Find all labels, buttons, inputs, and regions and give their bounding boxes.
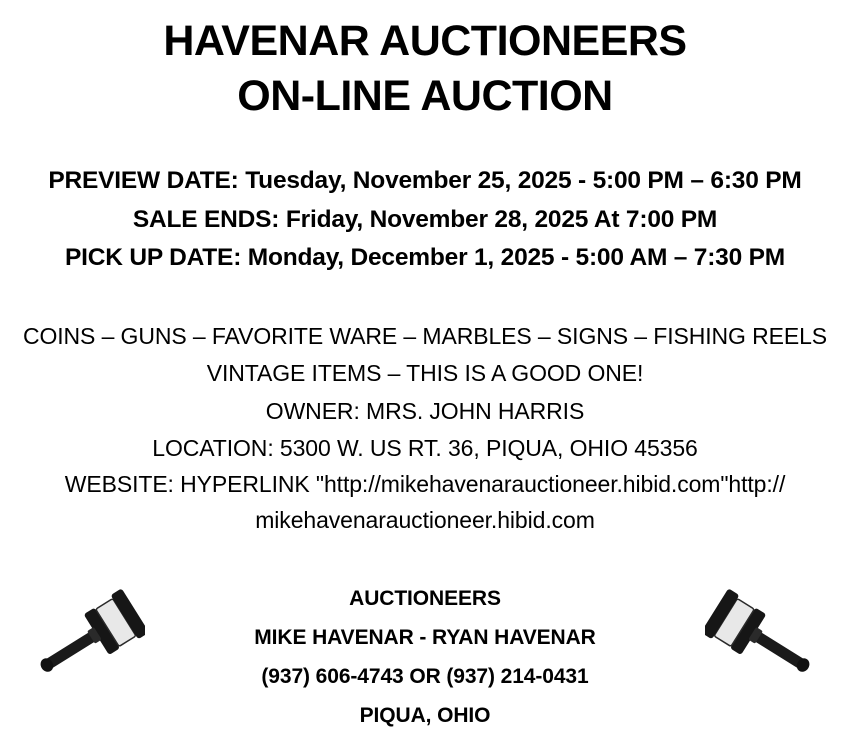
headline-line-2: ON-LINE AUCTION xyxy=(237,72,613,121)
auctioneers-phones: (937) 606-4743 OR (937) 214-0431 xyxy=(261,665,589,689)
sale-ends-line: SALE ENDS: Friday, November 28, 2025 At 7:00 PM xyxy=(132,205,718,233)
auctioneers-block xyxy=(0,580,850,735)
auction-details-block xyxy=(0,318,850,538)
pick-up-date-line: PICK UP DATE: Monday, December 1, 2025 - 5:00 AM – 7:30 PM xyxy=(64,244,785,272)
categories-line: COINS – GUNS – FAVORITE WARE – MARBLES – SIGNS – FISHING REELS xyxy=(22,323,828,350)
auction-dates-block xyxy=(0,162,850,278)
location-line: LOCATION: 5300 W. US RT. 36, PIQUA, OHIO 45356 xyxy=(152,434,698,461)
page-title xyxy=(0,0,850,124)
headline-line-1: HAVENAR AUCTIONEERS xyxy=(163,17,687,65)
preview-date-line: PREVIEW DATE: Tuesday, November 25, 2025 - 5:00 PM – 6:30 PM xyxy=(48,167,802,195)
auctioneers-city: PIQUA, OHIO xyxy=(359,703,491,727)
tagline-line: VINTAGE ITEMS – THIS IS A GOOD ONE! xyxy=(206,360,644,387)
auctioneers-title: AUCTIONEERS xyxy=(349,587,501,611)
website-line-2[interactable]: mikehavenarauctioneer.hibid.com xyxy=(255,506,595,533)
owner-line: OWNER: MRS. JOHN HARRIS xyxy=(265,397,585,424)
website-line-1[interactable]: WEBSITE: HYPERLINK "http://mikehavenarauctioneer.hibid.com"http:// xyxy=(64,471,786,498)
auctioneers-names: MIKE HAVENAR - RYAN HAVENAR xyxy=(254,626,596,650)
